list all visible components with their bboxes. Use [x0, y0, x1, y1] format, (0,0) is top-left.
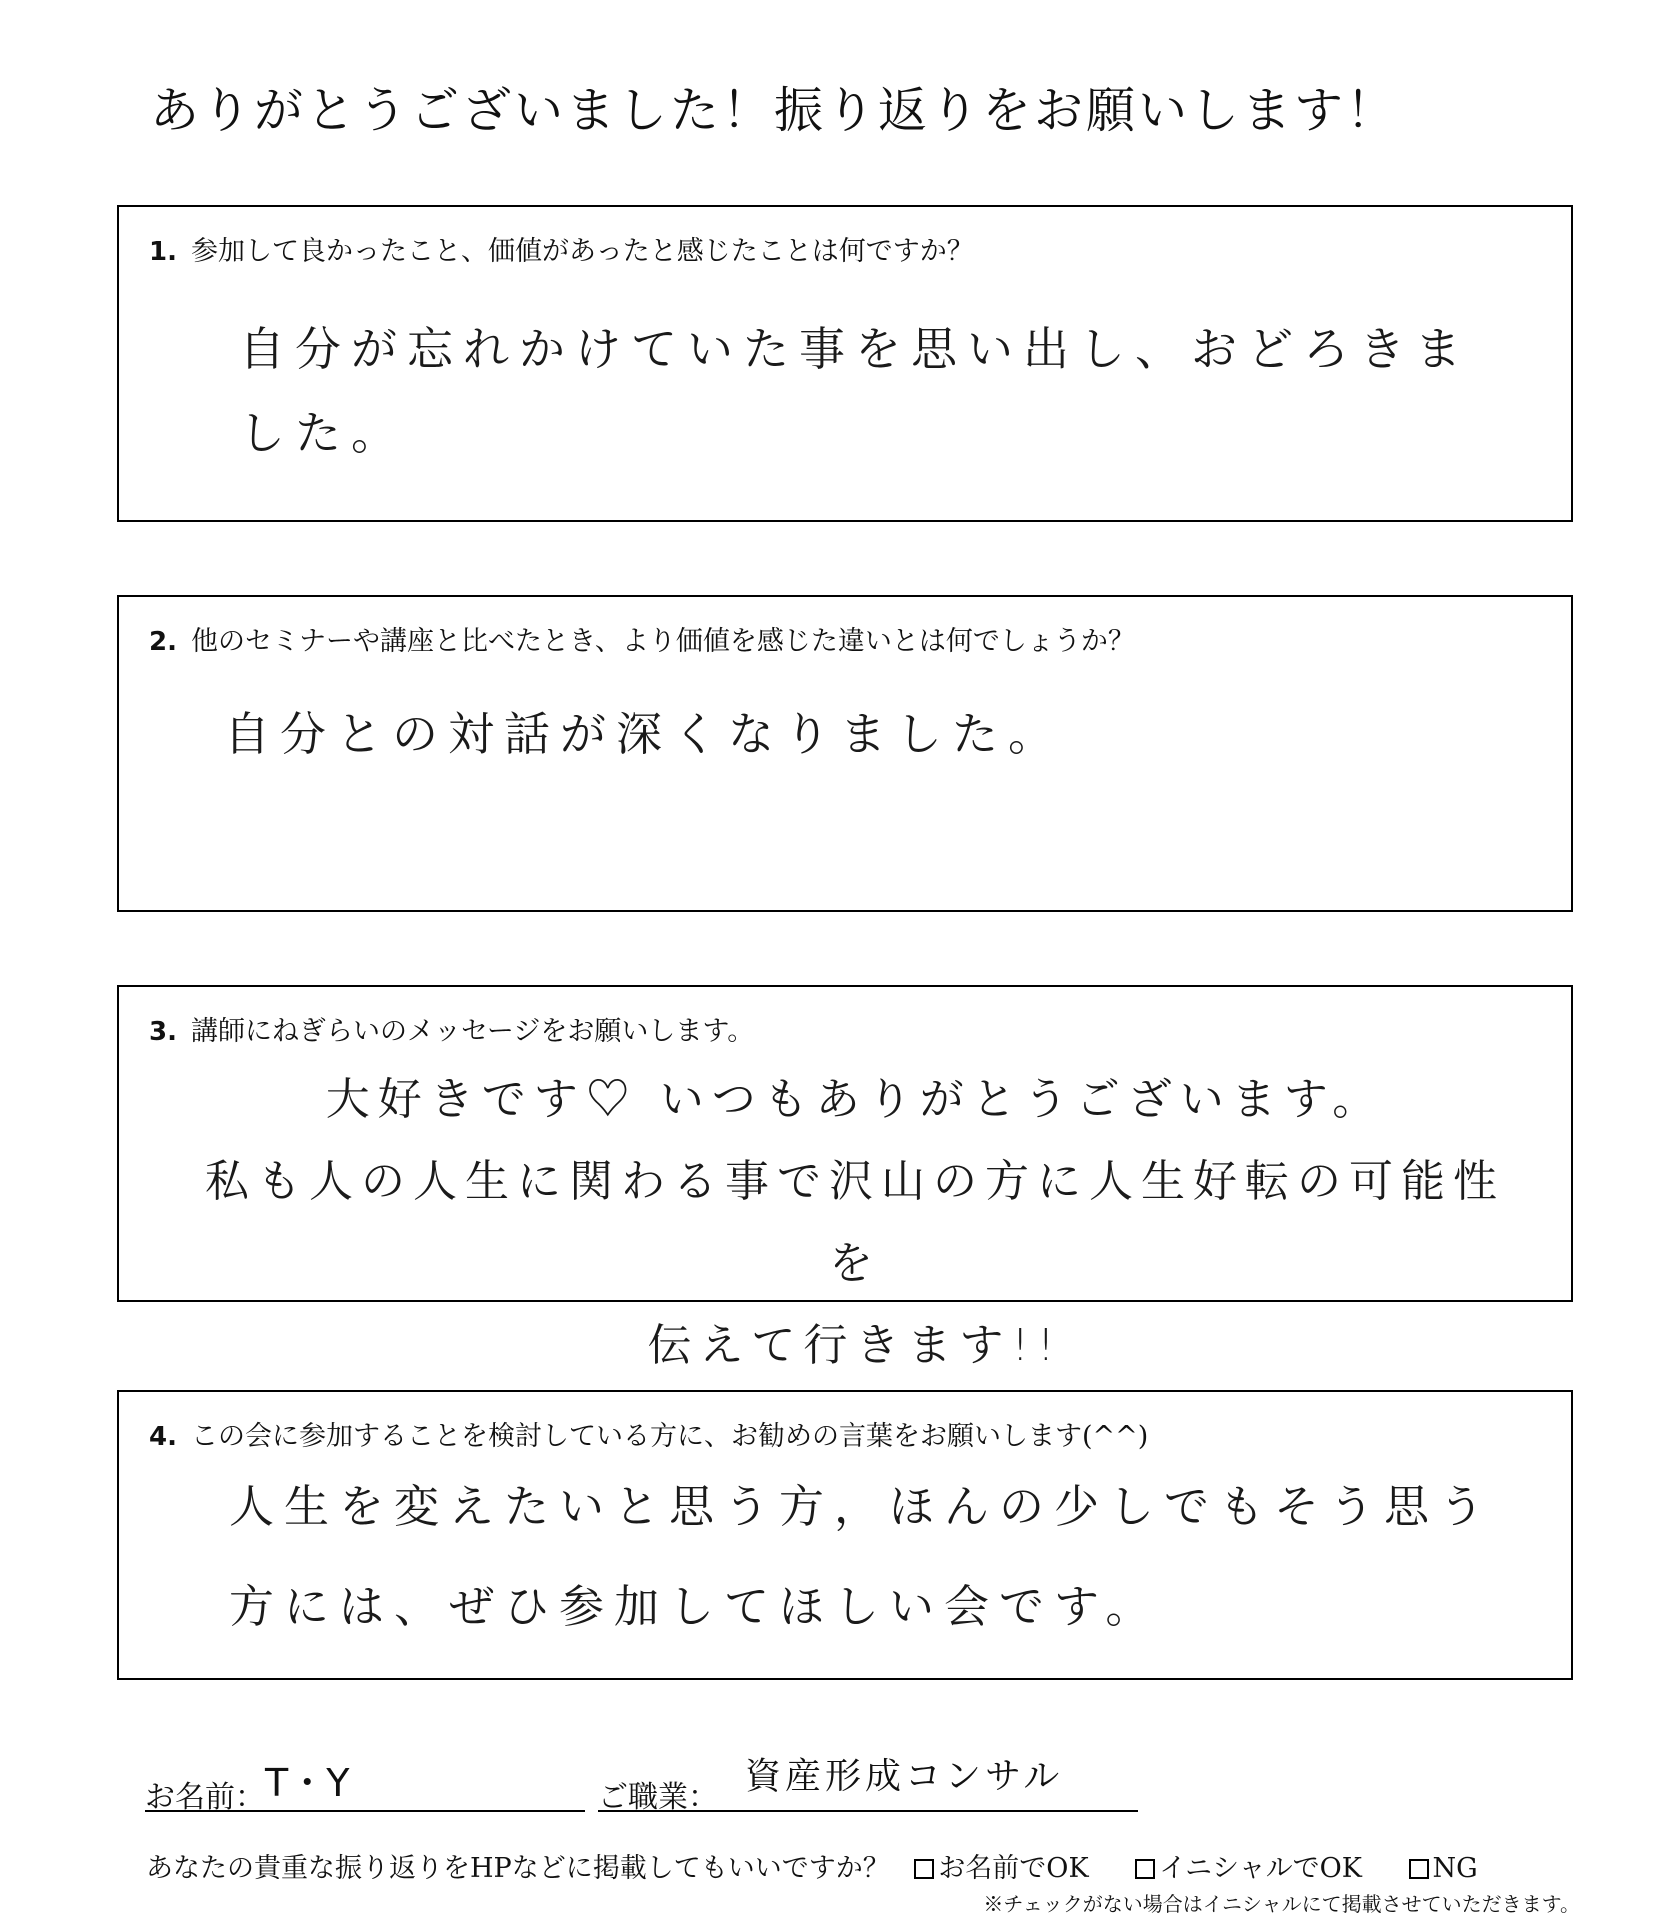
consent-question-row — [146, 1846, 1478, 1885]
consent-question: あなたの貴重な振り返りをHPなどに掲載してもいいですか？ — [146, 1853, 890, 1884]
question-text: 他のセミナーや講座と比べたとき、より価値を感じた違いとは何でしょうか？ — [190, 626, 1135, 657]
name-underline — [145, 1810, 585, 1812]
question-text: 講師にねぎらいのメッセージをお願いします。 — [190, 1016, 755, 1047]
checkbox-icon[interactable] — [1135, 1859, 1155, 1879]
handwritten-answer: 大好きです♡ いつもありがとうございます。 私も人の人生に関わる事で沢山の方に人生好転の可能性を 伝えて行きます!! — [205, 1074, 1505, 1371]
question-number: 1. — [149, 237, 177, 267]
question-text: 参加して良かったこと、価値があったと感じたことは何ですか？ — [190, 236, 974, 267]
consent-option-ng[interactable]: NG — [1409, 1853, 1478, 1884]
handwritten-answer: 自分との対話が深くなりました。 — [224, 707, 1064, 761]
consent-note: ※チェックがない場合はイニシャルにて掲載させていただきます。 — [983, 1892, 1580, 1916]
checkbox-icon[interactable] — [1409, 1859, 1429, 1879]
question-box-2 — [117, 595, 1573, 912]
checkbox-icon[interactable] — [914, 1859, 934, 1879]
question-heading — [149, 619, 1135, 658]
job-label: ご職業： — [598, 1780, 718, 1815]
name-label: お名前： — [145, 1780, 265, 1815]
handwritten-answer: 自分が忘れかけていた事を思い出し、おどろきました。 — [239, 322, 1471, 460]
question-number: 2. — [149, 627, 177, 657]
question-box-4 — [117, 1390, 1573, 1680]
handwritten-answer: 人生を変えたいと思う方，ほんの少しでもそう思う 方には、ぜひ参加してほしい会です。 — [229, 1480, 1495, 1633]
question-number: 3. — [149, 1017, 177, 1047]
consent-option-initial[interactable]: イニシャルでOK — [1135, 1853, 1362, 1884]
page-title: ありがとうございました！振り返りをお願いします！ — [150, 82, 1399, 139]
question-text: この会に参加することを検討している方に、お勧めの言葉をお願いします(^^) — [190, 1421, 1149, 1452]
question-heading — [149, 1009, 754, 1048]
job-value: 資産形成コンサル — [745, 1756, 1064, 1797]
consent-option-name[interactable]: お名前でOK — [914, 1853, 1088, 1884]
question-box-1 — [117, 205, 1573, 522]
question-heading — [149, 229, 974, 268]
question-heading — [149, 1414, 1148, 1453]
question-number: 4. — [149, 1422, 177, 1452]
name-value: T・Y — [265, 1761, 350, 1805]
question-box-3 — [117, 985, 1573, 1371]
job-underline — [598, 1810, 1138, 1812]
